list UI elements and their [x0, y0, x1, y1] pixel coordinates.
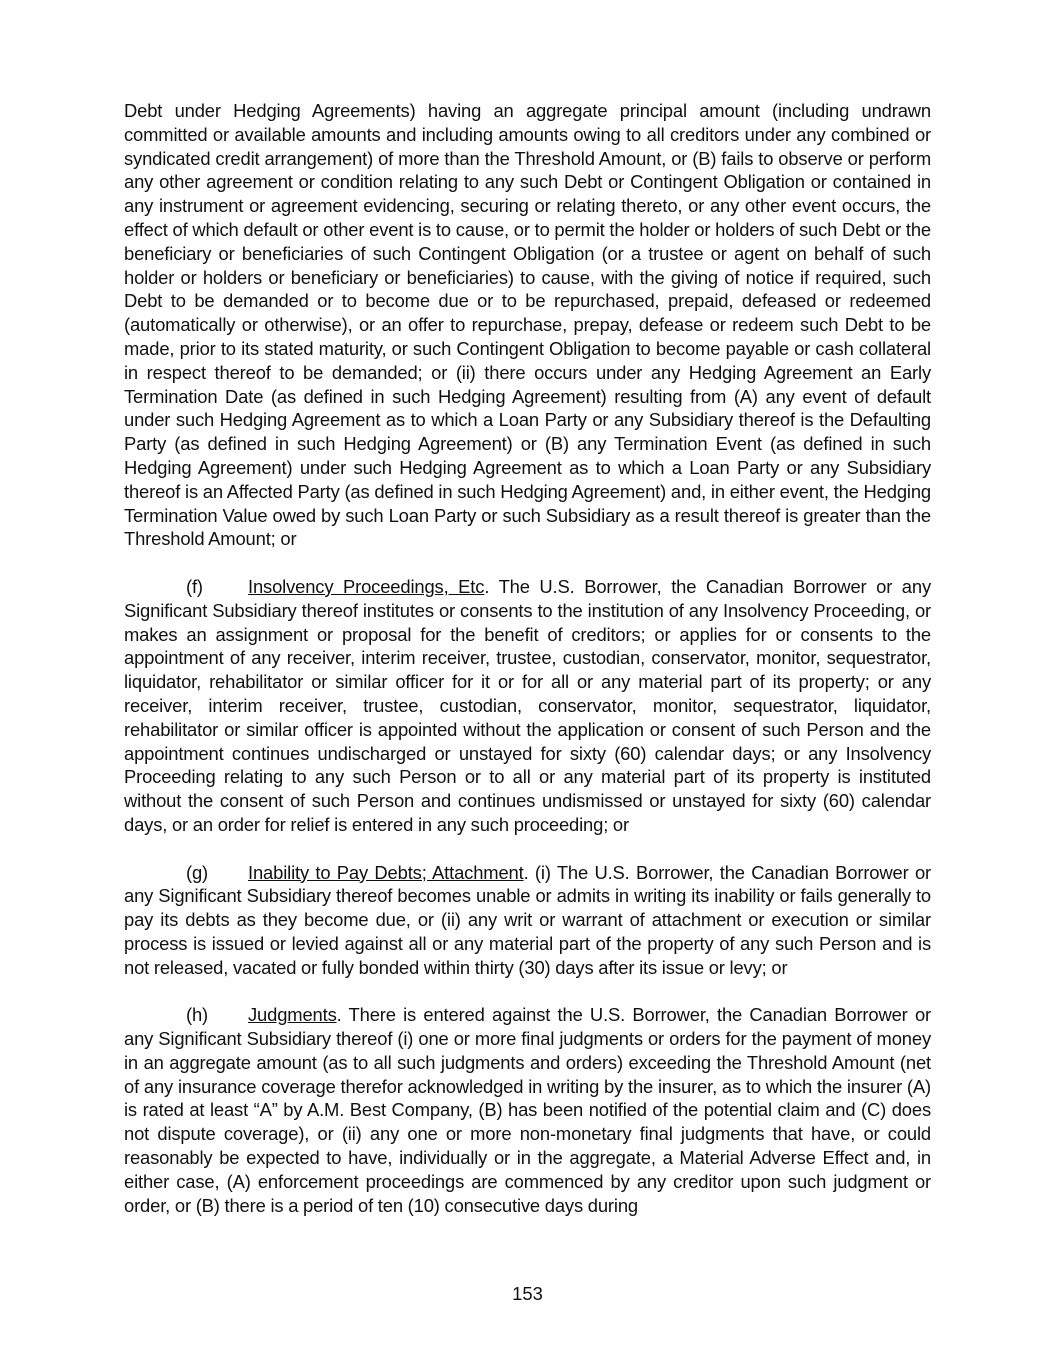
section-heading: Judgments [248, 1004, 337, 1026]
section-number: (h) [186, 1004, 209, 1026]
section-heading: Inability to Pay Debts; Attachment [248, 861, 524, 883]
section-body: . There is entered against the U.S. Borrower, the Canadian Borrower or any Significant Subsidiary thereof (i) one or more final judgments or orders for the payment of money in an aggregate amount (as to all such judgments and orders) exceeding the Threshold Amount (net of any insurance coverage therefor acknowledged in writing by the insurer, as to which the insurer (A) is rated at least “A” by A.M. Best Company, (B) has been notified of the potential claim and (C) does not dispute coverage), or (ii) any one or more non-monetary final judgments that have, or could reasonably be expected to have, individually or in the aggregate, a Material Adverse Effect and, in either case, (A) enforcement proceedings are commenced by any creditor upon such judgment or order, or (B) there is a period of ten (10) consecutive days during [124, 1004, 931, 1216]
section-g-paragraph [124, 861, 931, 980]
page-number: 153 [512, 1283, 543, 1304]
continuation-paragraph: Debt under Hedging Agreements) having an aggregate principal amount (including undrawn committed or available amounts and including amounts owing to all creditors under any combined or syndicated credit arrangement) of more than the Threshold Amount, or (B) fails to observe or perform any other agreement or condition relating to any such Debt or Contingent Obligation or contained in any instrument or agreement evidencing, securing or relating thereto, or any other event occurs, the effect of which default or other event is to cause, or to permit the holder or holders of such Debt or the beneficiary or beneficiaries of such Contingent Obligation (or a trustee or agent on behalf of such holder or holders or beneficiary or beneficiaries) to cause, with the giving of notice if required, such Debt to be demanded or to become due or to be repurchased, prepaid, defeased or redeemed (automatically or otherwise), or an offer to repurchase, prepay, defease or redeem such Debt to be made, prior to its stated maturity, or such Contingent Obligation to become payable or cash collateral in respect thereof to be demanded; or (ii) there occurs under any Hedging Agreement an Early Termination Date (as defined in such Hedging Agreement) resulting from (A) any event of default under such Hedging Agreement as to which a Loan Party or any Subsidiary thereof is the Defaulting Party (as defined in such Hedging Agreement) or (B) any Termination Event (as defined in such Hedging Agreement) under such Hedging Agreement as to which a Loan Party or any Subsidiary thereof is an Affected Party (as defined in such Hedging Agreement) and, in either event, the Hedging Termination Value owed by such Loan Party or such Subsidiary as a result thereof is greater than the Threshold Amount; or [124, 100, 931, 550]
section-number: (f) [186, 575, 203, 597]
section-number: (g) [186, 861, 209, 883]
document-page [124, 99, 931, 1241]
section-heading: Insolvency Proceedings, Etc [248, 575, 485, 597]
section-h-paragraph [124, 1003, 931, 1217]
section-f-paragraph [124, 575, 931, 837]
section-body: . (i) The U.S. Borrower, the Canadian Borrower or any Significant Subsidiary thereof becomes unable or admits in writing its inability or fails generally to pay its debts as they become due, or (ii) any writ or warrant of attachment or execution or similar process is issued or levied against all or any material part of the property of any such Person and is not released, vacated or fully bonded within thirty (30) days after its issue or levy; or [124, 861, 931, 978]
section-body: . The U.S. Borrower, the Canadian Borrower or any Significant Subsidiary thereof institutes or consents to the institution of any Insolvency Proceeding, or makes an assignment or proposal for the benefit of creditors; or applies for or consents to the appointment of any receiver, interim receiver, trustee, custodian, conservator, monitor, sequestrator, liquidator, rehabilitator or similar officer for it or for all or any material part of its property; or any receiver, interim receiver, trustee, custodian, conservator, monitor, sequestrator, liquidator, rehabilitator or similar officer is appointed without the application or consent of such Person and the appointment continues undischarged or unstayed for sixty (60) calendar days; or any Insolvency Proceeding relating to any such Person or to all or any material part of its property is instituted without the consent of such Person and continues undismissed or unstayed for sixty (60) calendar days, or an order for relief is entered in any such proceeding; or [124, 575, 931, 835]
